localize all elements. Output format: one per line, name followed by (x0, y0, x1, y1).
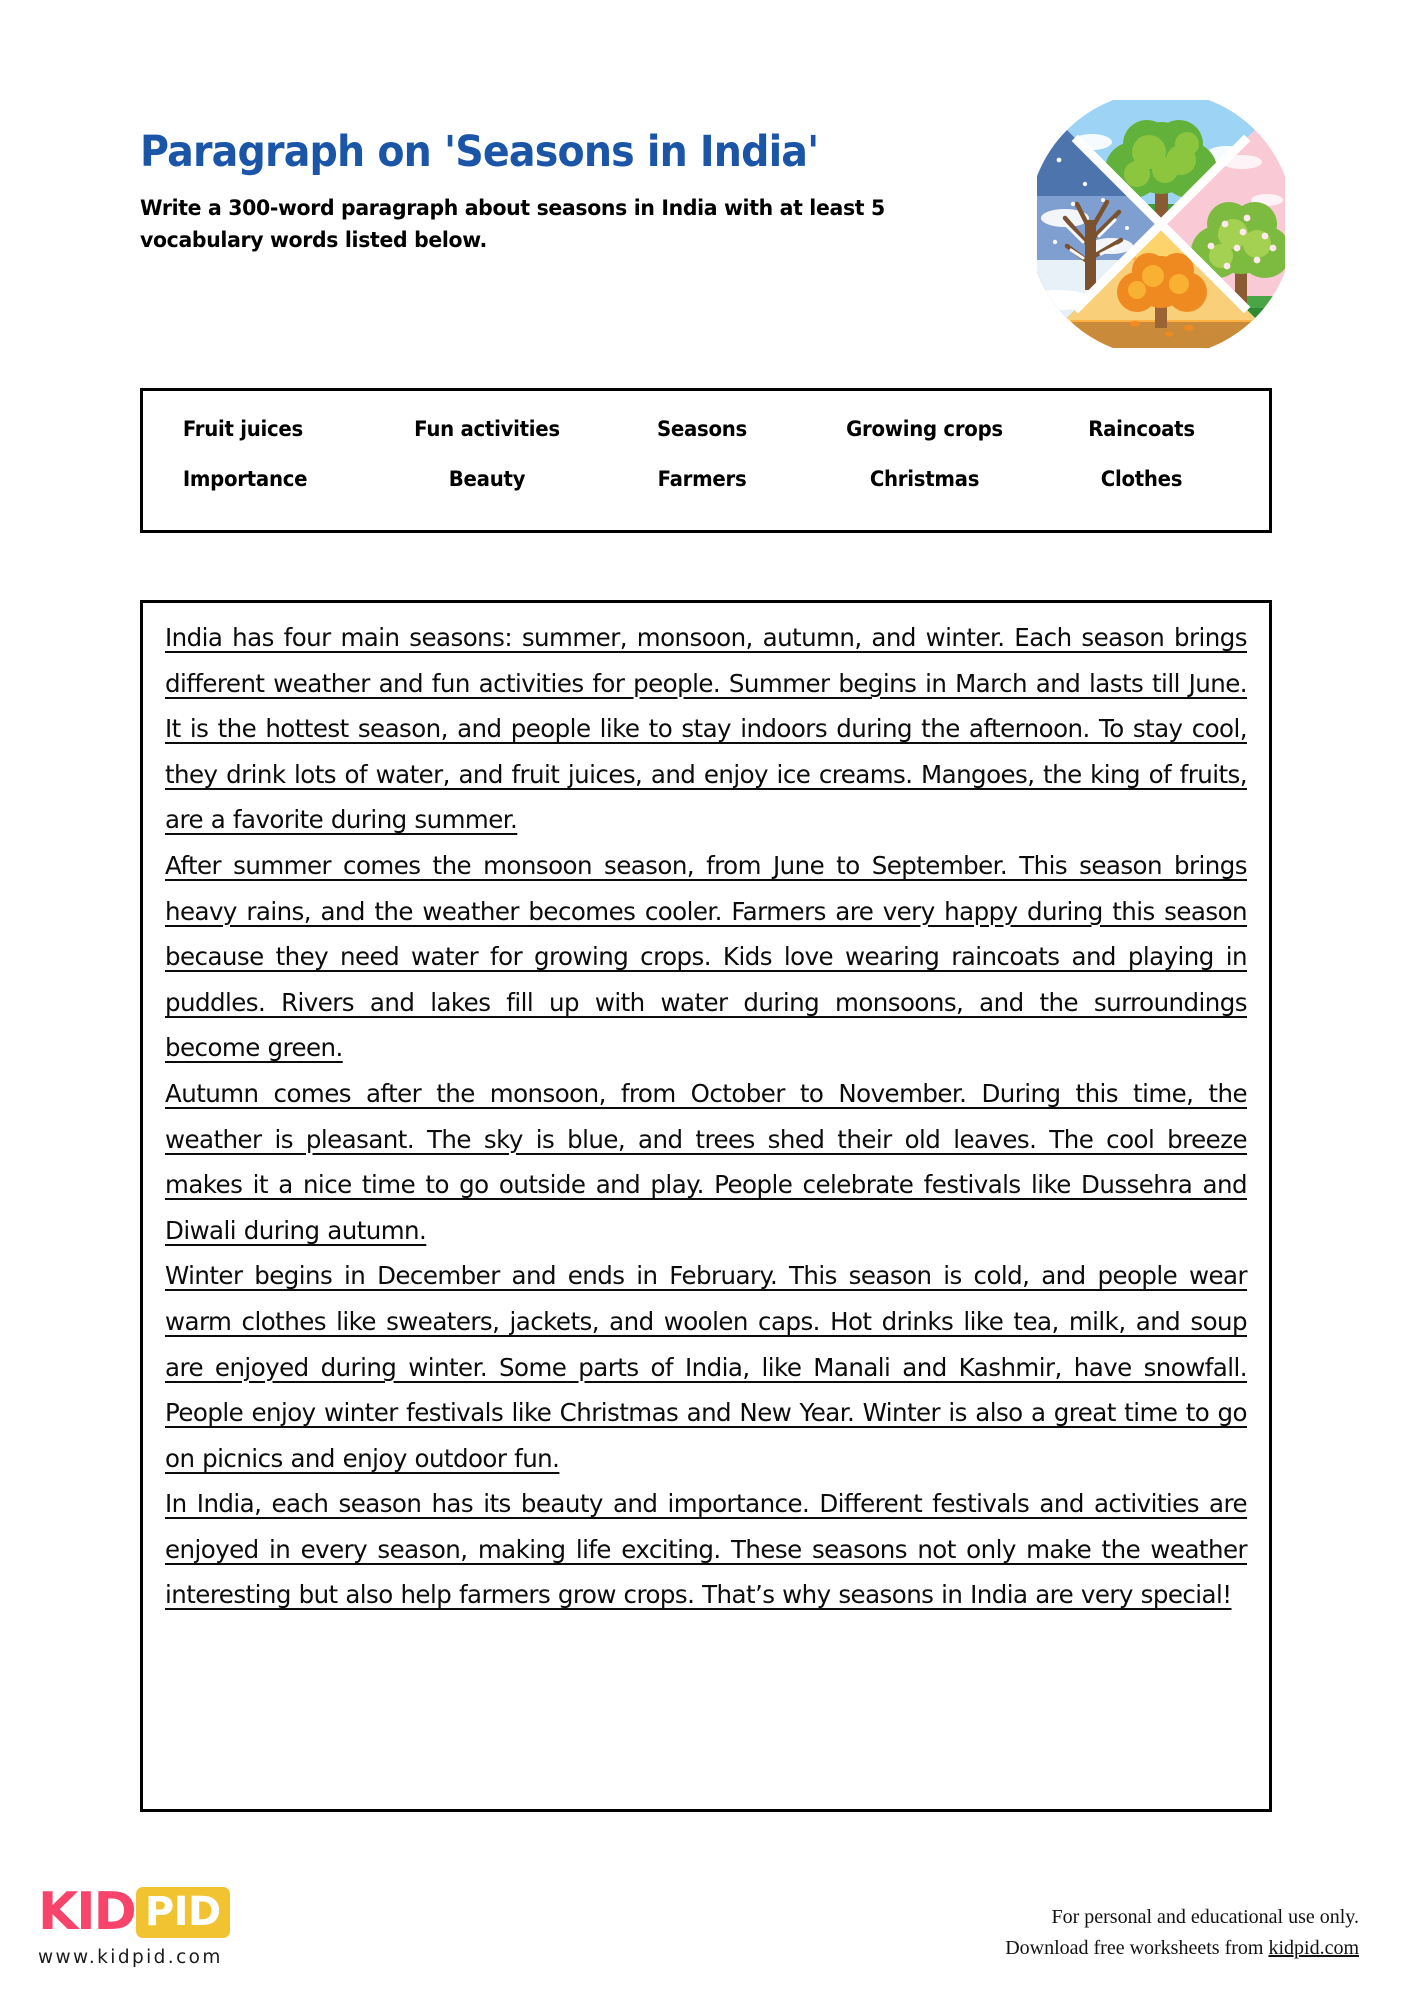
vocab-word-seasons: Seasons (656, 417, 748, 441)
vocab-word-importance: Importance (182, 467, 308, 491)
vocabulary-box (140, 388, 1272, 533)
page-title: Paragraph on 'Seasons in India' (140, 127, 819, 177)
footer-note-line-1: For personal and educational use only. (1051, 1906, 1359, 1928)
answer-paragraph-4: Winter begins in December and ends in February. This season is cold, and people wear warm clothes like sweaters, jackets, and woolen caps. Hot drinks like tea, milk, and soup are enjoyed during winter. Some parts of India, like Manali and Kashmir, have snowfall. People enjoy winter festivals like Christmas and New Year. Winter is also a great time to go on picnics and enjoy outdoor fun. (165, 1261, 1247, 1473)
logo-wordmark (38, 1884, 368, 1940)
vocab-word-fun-activities: Fun activities (414, 417, 560, 441)
vocab-word-growing-crops: Growing crops (846, 417, 1003, 441)
seasons-wheel-svg (1037, 100, 1285, 348)
logo-website-url: www.kidpid.com (38, 1947, 223, 1968)
footer-note-line-2 (1005, 1933, 1359, 1964)
vocab-word-raincoats: Raincoats (1088, 417, 1195, 441)
footer-usage-note (1005, 1902, 1359, 1964)
four-seasons-wheel-image (1037, 100, 1285, 348)
vocabulary-row-2 (143, 467, 1269, 491)
answer-paragraph-1: India has four main seasons: summer, monsoon, autumn, and winter. Each season brings different weather and fun activities for people. Summer begins in March and lasts till June. It is the hottest season, and people like to stay indoors during the afternoon. To stay cool, they drink lots of water, and fruit juices, and enjoy ice creams. Mangoes, the king of fruits, are a favorite during summer. (165, 623, 1247, 835)
instruction-text: Write a 300-word paragraph about seasons in India with at least 5 vocabulary words listed below. (140, 196, 885, 253)
vocab-word-clothes: Clothes (1100, 467, 1183, 491)
vocab-word-fruit-juices: Fruit juices (182, 417, 303, 441)
kidpid-logo[interactable] (38, 1884, 368, 1968)
vocab-word-farmers: Farmers (657, 467, 747, 491)
logo-pid-text: PID (136, 1887, 230, 1938)
footer-note-prefix: Download free worksheets from (1005, 1937, 1269, 1959)
footer-kidpid-link[interactable]: kidpid.com (1268, 1937, 1359, 1959)
answer-text-box[interactable] (140, 600, 1272, 1812)
answer-paragraph-5: In India, each season has its beauty and importance. Different festivals and activities are enjoyed in every season, making life exciting. These seasons not only make the weather interesting but also help farmers grow crops. That’s why seasons in India are very special! (165, 1489, 1247, 1610)
answer-paragraph-3: Autumn comes after the monsoon, from October to November. During this time, the weather is pleasant. The sky is blue, and trees shed their old leaves. The cool breeze makes it a nice time to go outside and play. People celebrate festivals like Dussehra and Diwali during autumn. (165, 1078, 1247, 1245)
logo-kid-text: KID (38, 1882, 135, 1942)
vocab-word-beauty: Beauty (448, 467, 526, 491)
vocab-word-christmas: Christmas (869, 467, 980, 491)
vocabulary-row-1 (143, 417, 1269, 441)
worksheet-header (140, 127, 1020, 257)
answer-paragraph-2: After summer comes the monsoon season, from June to September. This season brings heavy rains, and the weather becomes cooler. Farmers are very happy during this season because they need water for growing crops. Kids love wearing raincoats and playing in puddles. Rivers and lakes fill up with water during monsoons, and the surroundings become green. (165, 850, 1247, 1063)
